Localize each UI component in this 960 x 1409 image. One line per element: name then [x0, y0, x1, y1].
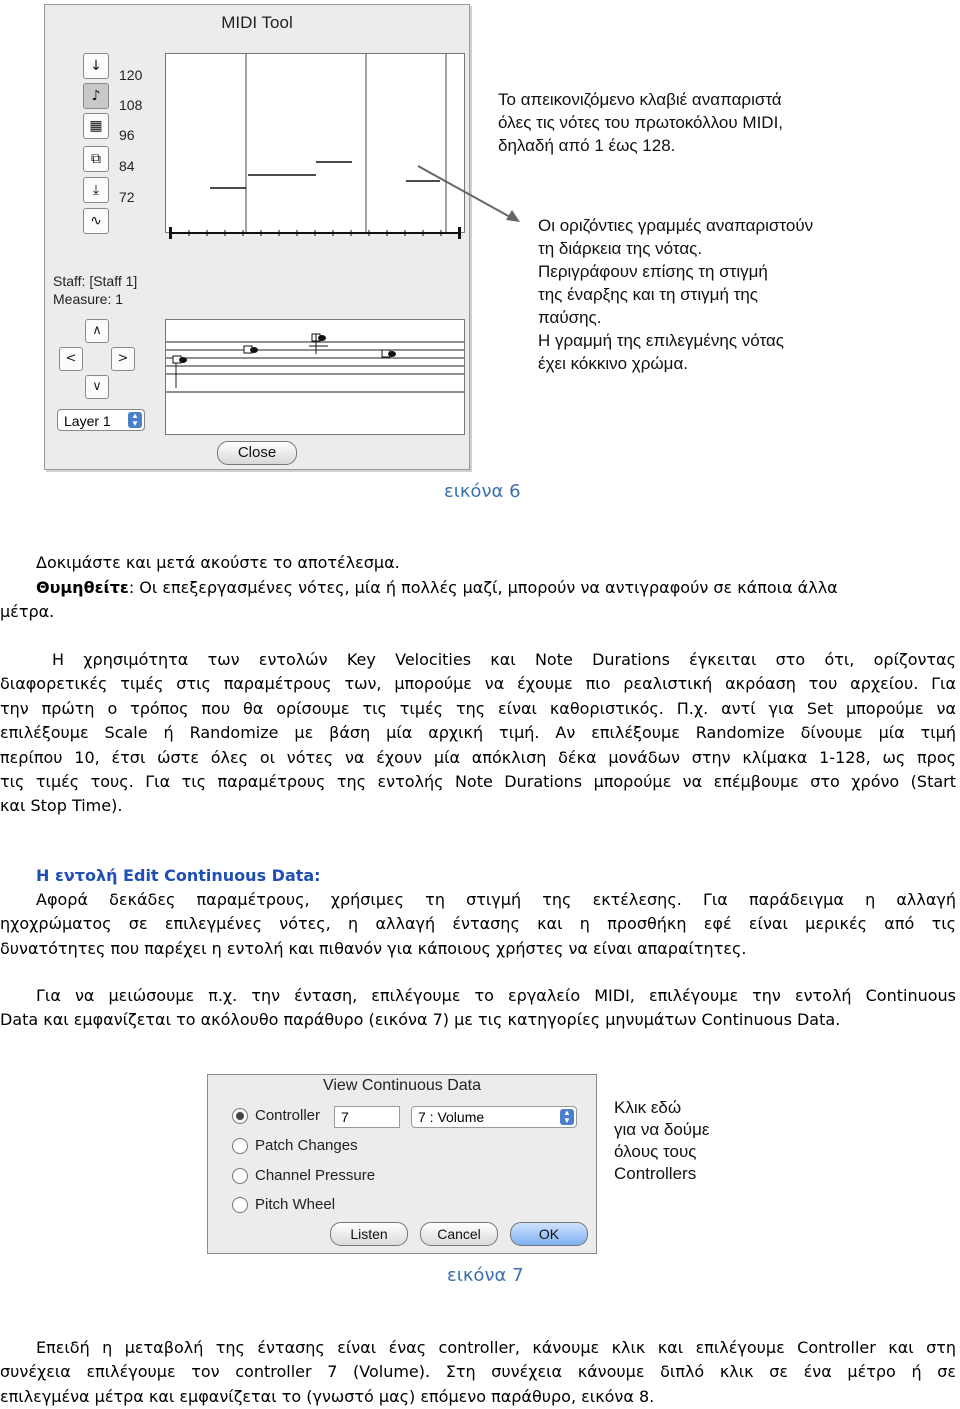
patch-changes-label: Patch Changes — [255, 1137, 358, 1154]
pitch-wheel-label: Pitch Wheel — [255, 1196, 336, 1213]
view-continuous-data-window — [207, 1074, 597, 1254]
y-label: 108 — [119, 97, 143, 113]
nav-down-button[interactable] — [85, 375, 109, 399]
channel-pressure-radio[interactable] — [232, 1168, 248, 1184]
staff-notes — [166, 320, 464, 434]
layer-select-value: Layer 1 — [64, 413, 111, 429]
annotation-line: παύσης. — [538, 308, 602, 327]
arrow-down-icon: ↓ — [90, 58, 102, 74]
layer-select[interactable] — [57, 409, 145, 431]
note-icon: ♪ — [91, 88, 101, 104]
annotation-line: τη διάρκεια της νότας. — [538, 239, 703, 258]
pitch-wheel-radio[interactable] — [232, 1197, 248, 1213]
annotation-line: Οι οριζόντιες γραμμές αναπαριστούν — [538, 216, 814, 235]
chevron-down-icon: ∨ — [92, 379, 102, 394]
staff-label: Staff: [Staff 1] — [53, 273, 138, 289]
y-label: 72 — [119, 189, 135, 205]
annotation-line: της έναρξης και τη στιγμή της — [538, 285, 758, 304]
paragraph-6: Επειδή η μεταβολή της έντασης είναι ένας controller, κάνουμε κλικ και επιλέγουμε Controller και στη συνέχεια επιλέγουμε τον controller 7 (Volume). Στη συνέχεια κάνουμε διπλό κλικ σε ένα μέτρο ή σε επιλεγμένα μέτρα και εμφανίζεται το (γνωστό μας) επόμενο παράθυρο, εικόνα 8. — [0, 1338, 956, 1406]
copy-tool-button[interactable] — [83, 146, 109, 172]
close-button[interactable]: Close — [217, 441, 297, 465]
controller-select-value: 7 : Volume — [418, 1109, 485, 1125]
paragraph-2: Θυμηθείτε: Οι επεξεργασμένες νότες, μία ή πολλές μαζί, μπορούν να αντιγραφούν σε κάποια άλλα μέτρα. — [0, 578, 838, 622]
y-label: 120 — [119, 67, 143, 83]
controller-label: Controller — [255, 1107, 321, 1124]
copy-icon: ⧉ — [91, 151, 101, 167]
chevron-left-icon: < — [65, 351, 77, 366]
midi-tool-window — [44, 4, 470, 470]
y-label: 84 — [119, 158, 135, 174]
annotation-line: έχει κόκκινο χρώμα. — [538, 354, 688, 373]
keyboard-icon: ▦ — [89, 118, 103, 134]
channel-pressure-label: Channel Pressure — [255, 1167, 376, 1184]
paragraph-5: Για να μειώσουμε π.χ. την ένταση, επιλέγουμε το εργαλείο MIDI, επιλέγουμε την εντολή Continuous Data και εμφανίζεται το ακόλουθο παράθυρο (εικόνα 7) με τις κατηγορίες μηνυμάτων Continuous Data. — [0, 986, 956, 1030]
download-icon: ⤓ — [92, 182, 100, 198]
figure6-caption: εικόνα 6 — [444, 481, 521, 502]
annotation-line: δηλαδή από 1 έως 128. — [498, 136, 676, 155]
annotation-line: για να δούμε — [614, 1120, 710, 1139]
measure-label: Measure: 1 — [53, 291, 124, 307]
paragraph-1: Δοκιμάστε και μετά ακούστε το αποτέλεσμα. — [36, 553, 400, 572]
paragraph-4: Αφορά δεκάδες παραμέτρους, χρήσιμες τη στιγμή της εκτέλεσης. Για παράδειγμα η αλλαγή ηχοχρώματος σε επιλεγμένες νότες, η αλλαγή έντασης και η προσθήκη εφέ είναι μερικές από τις δυνατότητες που παρέχει η εντολή και πιθανόν για κάποιους χρήστες να είναι απαραίτητες. — [0, 890, 956, 958]
figure7-caption: εικόνα 7 — [447, 1265, 524, 1286]
remember-label: Θυμηθείτε — [36, 578, 129, 597]
listen-button[interactable]: Listen — [330, 1222, 408, 1246]
controller-select[interactable] — [411, 1106, 577, 1128]
ok-button[interactable]: OK — [510, 1222, 588, 1246]
wave-icon: ∿ — [90, 213, 102, 229]
chevron-right-icon: > — [117, 351, 129, 366]
cancel-button[interactable]: Cancel — [420, 1222, 498, 1246]
keyboard-annotation — [498, 88, 783, 157]
window-title: MIDI Tool — [221, 13, 293, 32]
wave-tool-button[interactable] — [83, 208, 109, 234]
download-tool-button[interactable] — [83, 177, 109, 203]
annotation-line: Περιγράφουν επίσης τη στιγμή — [538, 262, 768, 281]
paragraph-3: Η χρησιμότητα των εντολών Key Velocities και Note Durations έγκειται στο ότι, ορίζοντας διαφορετικές τιμές στις παραμέτρους των, μπορούμε να έχουμε πιο ρεαλιστική ακρόαση του αρχείου. Για την πρώτη ο τρόπος που θα ορίσουμε τις τιμές της είναι καθοριστικός. Π.χ. αντί για Set μπορούμε να επιλέξουμε Scale ή Randomize με βάση μία αρχική τιμή. Αν επιλέξουμε Randomize δίνουμε μία τιμή περίπου 10, έτσι ώστε όλες οι νότες να έχουν μία απόκλιση δέκα μονάδων στην κλίμακα 1-128, ως προς τις τιμές τους. Για τις παραμέτρους της εντολής Note Durations μπορούμε να επέμβουμε στο χρόνο (Start και Stop Time). — [0, 650, 956, 816]
lines-annotation — [538, 214, 813, 375]
annotation-line: Κλικ εδώ — [614, 1098, 682, 1117]
updown-arrows-icon: ▲ ▼ — [128, 412, 142, 428]
keyboard-tool-button[interactable] — [83, 113, 109, 139]
arrow-down-tool-button[interactable] — [83, 53, 109, 79]
controller-radio[interactable] — [232, 1108, 248, 1124]
annotation-line: Η γραμμή της επιλεγμένης νότας — [538, 331, 784, 350]
note-tool-button[interactable] — [83, 83, 109, 109]
section-heading: Η εντολή Edit Continuous Data: — [36, 866, 321, 885]
controller-number-field[interactable]: 7 — [334, 1106, 400, 1128]
updown-arrows-icon: ▲ ▼ — [560, 1109, 574, 1125]
nav-left-button[interactable] — [59, 347, 83, 371]
controllers-annotation — [614, 1097, 709, 1185]
chevron-up-icon: ∧ — [92, 323, 102, 338]
annotation-line: Το απεικονιζόμενο κλαβιέ αναπαριστά — [498, 90, 782, 109]
annotation-line: όλους τους — [614, 1142, 697, 1161]
staff-view[interactable] — [165, 319, 465, 435]
nav-right-button[interactable] — [111, 347, 135, 371]
annotation-arrow — [410, 160, 530, 230]
patch-changes-radio[interactable] — [232, 1138, 248, 1154]
y-label: 96 — [119, 127, 135, 143]
annotation-line: όλες τις νότες του πρωτοκόλλου MIDI, — [498, 113, 784, 132]
window-title: View Continuous Data — [322, 1077, 482, 1094]
nav-up-button[interactable] — [85, 319, 109, 343]
annotation-line: Controllers — [614, 1164, 697, 1183]
